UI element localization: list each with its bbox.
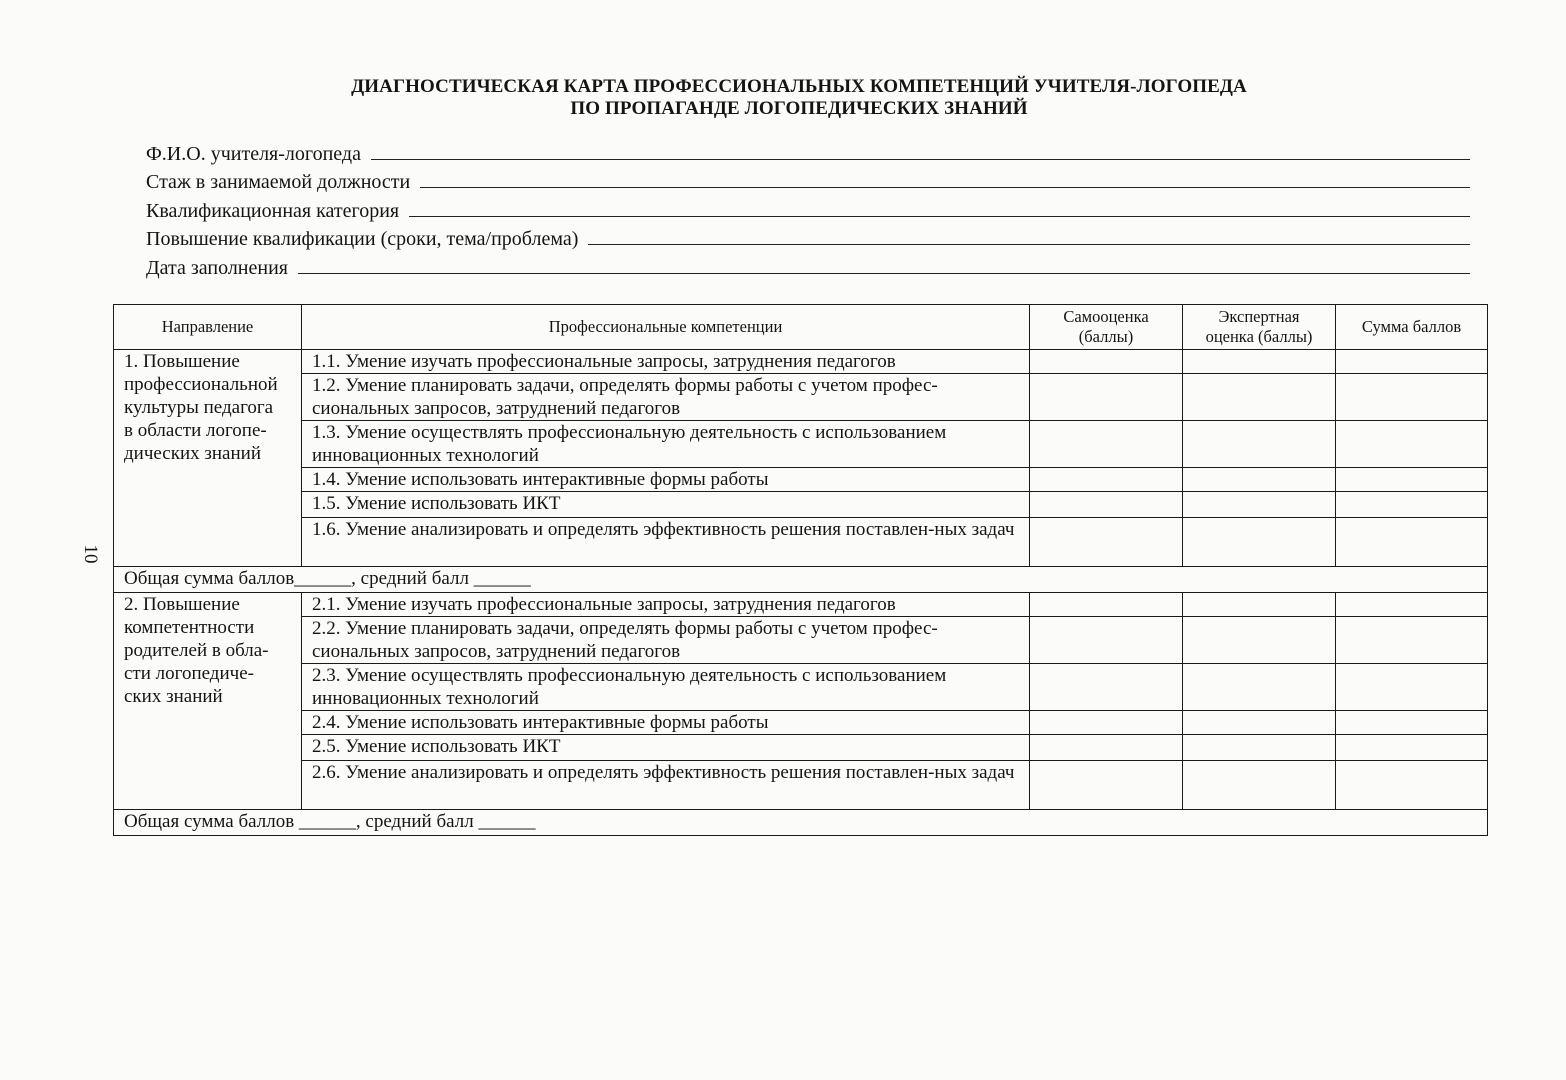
expert-score-cell[interactable] <box>1183 761 1336 810</box>
competency-cell: 2.5. Умение использовать ИКТ <box>302 735 1030 761</box>
self-score-cell[interactable] <box>1030 492 1183 518</box>
header-direction: Направление <box>114 305 302 350</box>
header-self-score <box>1030 305 1183 350</box>
fill-line <box>409 215 1470 217</box>
fill-line <box>588 243 1470 245</box>
sum-cell[interactable] <box>1336 711 1488 735</box>
sum-cell[interactable] <box>1336 735 1488 761</box>
sum-cell[interactable] <box>1336 492 1488 518</box>
self-score-cell[interactable] <box>1030 617 1183 664</box>
competency-cell: 1.3. Умение осуществлять профессиональную деятельность с использованием инновационных технологий <box>302 421 1030 468</box>
competency-cell: 2.4. Умение использовать интерактивные формы работы <box>302 711 1030 735</box>
self-score-cell[interactable] <box>1030 518 1183 567</box>
document-title <box>0 76 1566 120</box>
field-label: Дата заполнения <box>146 256 288 279</box>
direction-text: 1. Повышение профессиональной культуры педагога в области логопе- дических знаний <box>124 351 278 464</box>
competency-cell: 1.1. Умение изучать профессиональные запросы, затруднения педагогов <box>302 350 1030 374</box>
self-score-cell[interactable] <box>1030 593 1183 617</box>
header-expert-score <box>1183 305 1336 350</box>
expert-score-cell[interactable] <box>1183 617 1336 664</box>
header-self-score-line-2: (баллы) <box>1078 327 1134 346</box>
sum-cell[interactable] <box>1336 518 1488 567</box>
title-line-2: ПО ПРОПАГАНДЕ ЛОГОПЕДИЧЕСКИХ ЗНАНИЙ <box>570 98 1028 119</box>
competency-cell: 1.6. Умение анализировать и определять эффективность решения поставлен-ных задач <box>302 518 1030 567</box>
field-label: Квалификационная категория <box>146 199 400 222</box>
sum-cell[interactable] <box>1336 664 1488 711</box>
sum-cell[interactable] <box>1336 617 1488 664</box>
table-row <box>114 374 1488 421</box>
expert-score-cell[interactable] <box>1183 492 1336 518</box>
table-header-row <box>114 305 1488 350</box>
competency-table <box>113 304 1488 836</box>
header-expert-score-line-1: Экспертная <box>1218 307 1300 326</box>
competency-cell: 2.1. Умение изучать профессиональные запросы, затруднения педагогов <box>302 593 1030 617</box>
expert-score-cell[interactable] <box>1183 374 1336 421</box>
competency-cell: 2.2. Умение планировать задачи, определять формы работы с учетом профес-сиональных запросов, затруднений педагогов <box>302 617 1030 664</box>
table-row <box>114 421 1488 468</box>
self-score-cell[interactable] <box>1030 468 1183 492</box>
fill-line <box>420 186 1470 188</box>
sum-cell[interactable] <box>1336 761 1488 810</box>
field-category <box>146 193 1470 222</box>
table-row <box>114 350 1488 374</box>
table-row <box>114 593 1488 617</box>
expert-score-cell[interactable] <box>1183 518 1336 567</box>
fill-line <box>298 272 1470 274</box>
expert-score-cell[interactable] <box>1183 593 1336 617</box>
expert-score-cell[interactable] <box>1183 350 1336 374</box>
table-row <box>114 735 1488 761</box>
expert-score-cell[interactable] <box>1183 468 1336 492</box>
field-label: Ф.И.О. учителя-логопеда <box>146 142 361 165</box>
total-row <box>114 567 1488 593</box>
field-experience <box>146 165 1470 194</box>
table-row <box>114 518 1488 567</box>
sum-cell[interactable] <box>1336 350 1488 374</box>
total-row <box>114 810 1488 836</box>
header-sum: Сумма баллов <box>1336 305 1488 350</box>
expert-score-cell[interactable] <box>1183 711 1336 735</box>
self-score-cell[interactable] <box>1030 374 1183 421</box>
header-self-score-line-1: Самооценка <box>1063 307 1149 326</box>
sum-cell[interactable] <box>1336 593 1488 617</box>
field-label: Стаж в занимаемой должности <box>146 171 411 193</box>
competency-cell: 2.6. Умение анализировать и определять эффективность решения поставлен-ных задач <box>302 761 1030 810</box>
self-score-cell[interactable] <box>1030 350 1183 374</box>
field-date <box>146 250 1470 279</box>
expert-score-cell[interactable] <box>1183 664 1336 711</box>
field-label: Повышение квалификации (сроки, тема/проблема) <box>146 228 579 250</box>
table-row <box>114 664 1488 711</box>
title-line-1: ДИАГНОСТИЧЕСКАЯ КАРТА ПРОФЕССИОНАЛЬНЫХ КОМПЕТЕНЦИЙ УЧИТЕЛЯ-ЛОГОПЕДА <box>351 76 1247 97</box>
sum-cell[interactable] <box>1336 421 1488 468</box>
self-score-cell[interactable] <box>1030 711 1183 735</box>
self-score-cell[interactable] <box>1030 761 1183 810</box>
table-row <box>114 761 1488 810</box>
header-fields <box>146 136 1470 279</box>
self-score-cell[interactable] <box>1030 421 1183 468</box>
expert-score-cell[interactable] <box>1183 421 1336 468</box>
field-teacher-name <box>146 136 1470 165</box>
total-score-cell: Общая сумма баллов ______, средний балл ______ <box>114 810 1488 836</box>
self-score-cell[interactable] <box>1030 735 1183 761</box>
direction-text: 2. Повышение компетентности родителей в обла- сти логопедиче- ских знаний <box>124 594 269 707</box>
sum-cell[interactable] <box>1336 468 1488 492</box>
direction-cell <box>114 593 302 810</box>
table-row <box>114 711 1488 735</box>
competency-cell: 2.3. Умение осуществлять профессиональную деятельность с использованием инновационных технологий <box>302 664 1030 711</box>
field-qualification <box>146 222 1470 251</box>
competency-cell: 1.2. Умение планировать задачи, определять формы работы с учетом профес-сиональных запросов, затруднений педагогов <box>302 374 1030 421</box>
table-row <box>114 468 1488 492</box>
header-competencies: Профессиональные компетенции <box>302 305 1030 350</box>
table-row <box>114 492 1488 518</box>
fill-line <box>371 158 1470 160</box>
competency-cell: 1.5. Умение использовать ИКТ <box>302 492 1030 518</box>
expert-score-cell[interactable] <box>1183 735 1336 761</box>
competency-cell: 1.4. Умение использовать интерактивные формы работы <box>302 468 1030 492</box>
sum-cell[interactable] <box>1336 374 1488 421</box>
page-number: 10 <box>80 544 101 564</box>
direction-cell <box>114 350 302 567</box>
total-score-cell: Общая сумма баллов______, средний балл ______ <box>114 567 1488 593</box>
self-score-cell[interactable] <box>1030 664 1183 711</box>
header-expert-score-line-2: оценка (баллы) <box>1205 327 1313 346</box>
table-row <box>114 617 1488 664</box>
